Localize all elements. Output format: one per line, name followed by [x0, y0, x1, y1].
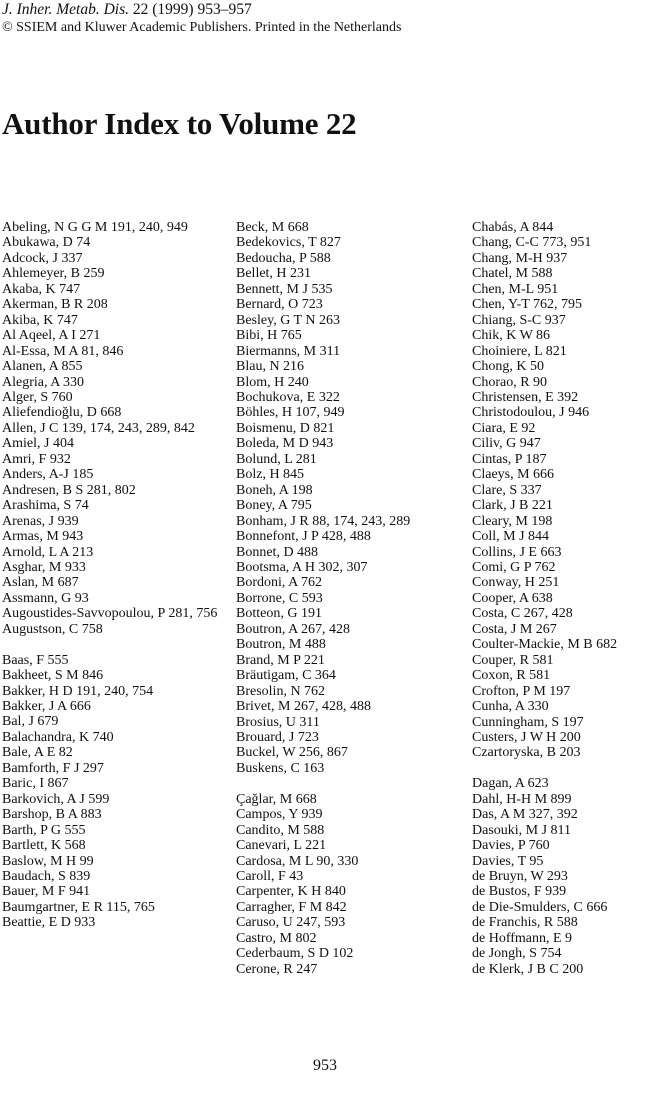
index-entry: Ciliv, G 947	[472, 436, 541, 452]
index-entry: Allen, J C 139, 174, 243, 289, 842	[2, 420, 195, 436]
index-entry: Czartoryska, B 203	[472, 745, 581, 761]
index-entry: Claeys, M 666	[472, 467, 555, 483]
index-entry: Chen, M-L 951	[472, 281, 559, 297]
index-entry: Baric, I 867	[2, 776, 69, 792]
index-entry: Chong, K 50	[472, 359, 544, 375]
index-entry: Bellet, H 231	[236, 266, 312, 282]
index-entry: Botteon, G 191	[236, 606, 322, 622]
index-entry: Bonham, J R 88, 174, 243, 289	[236, 513, 411, 529]
index-entry: Boney, A 795	[236, 498, 312, 514]
index-entry: Buckel, W 256, 867	[236, 745, 348, 761]
index-entry: Alegria, A 330	[2, 374, 85, 390]
index-entry: Bale, A E 82	[2, 745, 73, 761]
index-entry: de Bustos, F 939	[472, 884, 567, 900]
index-entry: Asghar, M 933	[2, 559, 86, 575]
index-entry: Candito, M 588	[236, 822, 325, 838]
index-entry: Dagan, A 623	[472, 776, 549, 792]
index-entry: Chik, K W 86	[472, 328, 551, 344]
index-entry: Baumgartner, E R 115, 765	[2, 899, 155, 915]
index-entry: Bamforth, F J 297	[2, 760, 104, 776]
page-number: 953	[313, 1057, 337, 1074]
index-entry: Brosius, U 311	[236, 714, 320, 730]
index-entry: Caroll, F 43	[236, 869, 304, 885]
index-entry: Amiel, J 404	[2, 436, 74, 452]
index-entry: Costa, C 267, 428	[472, 606, 573, 622]
index-entry: Choiniere, L 821	[472, 343, 567, 359]
index-entry: Barth, P G 555	[2, 822, 86, 838]
index-entry: Crofton, P M 197	[472, 683, 571, 699]
index-entry: Amri, F 932	[2, 451, 71, 467]
index-entry: Boutron, M 488	[236, 637, 326, 653]
index-entry: Bernard, O 723	[236, 297, 323, 313]
index-entry: Costa, J M 267	[472, 621, 557, 637]
index-entry: Conway, H 251	[472, 575, 560, 591]
index-entry: Bräutigam, C 364	[236, 668, 336, 684]
index-entry: Akerman, B R 208	[2, 297, 108, 313]
index-entry: Carragher, F M 842	[236, 899, 347, 915]
index-entry: Cooper, A 638	[472, 590, 553, 606]
index-entry: Caruso, U 247, 593	[236, 915, 346, 931]
index-entry: Blau, N 216	[236, 359, 305, 375]
index-entry: Anders, A-J 185	[2, 467, 94, 483]
index-entry: Brivet, M 267, 428, 488	[236, 699, 371, 715]
index-entry: Dasouki, M J 811	[472, 822, 572, 838]
index-entry: Canevari, L 221	[236, 838, 327, 854]
index-entry: Christensen, E 392	[472, 389, 579, 405]
journal-citation	[2, 0, 252, 19]
index-entry: Christodoulou, J 946	[472, 405, 590, 421]
index-entry: Bartlett, K 568	[2, 838, 86, 854]
index-entry: Andresen, B S 281, 802	[2, 482, 136, 498]
index-entry: Beck, M 668	[236, 220, 309, 235]
index-entry: Coulter-Mackie, M B 682	[472, 637, 618, 653]
index-entry: Coxon, R 581	[472, 668, 551, 684]
index-entry: de Jongh, S 754	[472, 946, 562, 962]
index-entry: Beattie, E D 933	[2, 915, 96, 931]
index-entry: Çağlar, M 668	[236, 791, 317, 807]
index-entry: Assmann, G 93	[2, 590, 89, 606]
index-entry: Boneh, A 198	[236, 482, 313, 498]
index-entry: Cunha, A 330	[472, 699, 549, 715]
journal-title: J. Inher. Metab. Dis.	[2, 1, 129, 18]
index-entry: Abeling, N G G M 191, 240, 949	[2, 220, 188, 235]
index-entry: Armas, M 943	[2, 529, 84, 545]
index-entry: Buskens, C 163	[236, 760, 325, 776]
index-entry: Comi, G P 762	[472, 559, 556, 575]
index-entry: Aslan, M 687	[2, 575, 79, 591]
index-entry: Boismenu, D 821	[236, 420, 335, 436]
index-entry: Chatel, M 588	[472, 266, 553, 282]
index-entry: de Die-Smulders, C 666	[472, 899, 608, 915]
index-entry: Blom, H 240	[236, 374, 309, 390]
index-entry: Carpenter, K H 840	[236, 884, 346, 900]
index-entry: Dahl, H-H M 899	[472, 791, 572, 807]
index-entry: Bootsma, A H 302, 307	[236, 559, 368, 575]
index-entry: Brand, M P 221	[236, 652, 325, 668]
index-entry: Baslow, M H 99	[2, 853, 94, 869]
index-entry: Balachandra, K 740	[2, 729, 114, 745]
index-entry: Coll, M J 844	[472, 529, 550, 545]
index-entry: Cerone, R 247	[236, 961, 318, 977]
index-entry: Couper, R 581	[472, 652, 554, 668]
index-entry: Davies, T 95	[472, 853, 544, 869]
index-entry: Brouard, J 723	[236, 729, 319, 745]
index-entry: Das, A M 327, 392	[472, 807, 578, 823]
index-entry: Chen, Y-T 762, 795	[472, 297, 583, 313]
index-entry: Cintas, P 187	[472, 451, 547, 467]
index-entry: Baas, F 555	[2, 652, 69, 668]
index-entry: Bolz, H 845	[236, 467, 305, 483]
index-entry: Bonnefont, J P 428, 488	[236, 529, 371, 545]
index-entry: Bauer, M F 941	[2, 884, 91, 900]
index-entry: de Franchis, R 588	[472, 915, 578, 931]
index-entry: Clare, S 337	[472, 482, 542, 498]
index-entry: Bonnet, D 488	[236, 544, 319, 560]
index-entry: Castro, M 802	[236, 930, 317, 946]
index-entry: Arenas, J 939	[2, 513, 79, 529]
index-entry: de Hoffmann, E 9	[472, 930, 573, 946]
index-entry: Clark, J B 221	[472, 498, 553, 514]
index-entry: de Klerk, J B C 200	[472, 961, 584, 977]
index-entry: Bakker, H D 191, 240, 754	[2, 683, 154, 699]
index-entry: Al-Essa, M A 81, 846	[2, 343, 124, 359]
index-entry: Al Aqeel, A I 271	[2, 328, 101, 344]
index-entry: Bordoni, A 762	[236, 575, 322, 591]
index-entry: Arnold, L A 213	[2, 544, 94, 560]
index-entry: Chabás, A 844	[472, 220, 554, 235]
index-entry: Bedoucha, P 588	[236, 250, 331, 266]
index-entry: Chang, C-C 773, 951	[472, 235, 592, 251]
index-entry: Bennett, M J 535	[236, 281, 333, 297]
index-entry: Cardosa, M L 90, 330	[236, 853, 359, 869]
index-entry: Bakker, J A 666	[2, 699, 91, 715]
index-entry: Baudach, S 839	[2, 869, 91, 885]
publisher-line: © SSIEM and Kluwer Academic Publishers. Printed in the Netherlands	[2, 20, 402, 35]
index-column-1	[2, 220, 230, 931]
index-entry: Arashima, S 74	[2, 498, 89, 514]
index-entry: Chorao, R 90	[472, 374, 548, 390]
index-entry: Cederbaum, S D 102	[236, 946, 354, 962]
index-entry: Akiba, K 747	[2, 312, 78, 328]
page-title: Author Index to Volume 22	[2, 106, 357, 141]
index-entry: Bibi, H 765	[236, 328, 302, 344]
index-column-2	[236, 220, 468, 977]
index-entry: Chiang, S-C 937	[472, 312, 566, 328]
index-entry: Ahlemeyer, B 259	[2, 266, 105, 282]
index-entry: Biermanns, M 311	[236, 343, 341, 359]
index-entry: Custers, J W H 200	[472, 729, 581, 745]
index-entry: de Bruyn, W 293	[472, 869, 568, 885]
index-entry: Akaba, K 747	[2, 281, 81, 297]
index-entry: Augustson, C 758	[2, 621, 103, 637]
index-column-3	[472, 220, 650, 977]
index-entry: Aliefendioğlu, D 668	[2, 405, 122, 421]
index-entry: Bolund, L 281	[236, 451, 317, 467]
index-entry: Abukawa, D 74	[2, 235, 91, 251]
index-entry: Cunningham, S 197	[472, 714, 584, 730]
index-entry: Böhles, H 107, 949	[236, 405, 345, 421]
index-entry: Bedekovics, T 827	[236, 235, 341, 251]
index-entry: Alanen, A 855	[2, 359, 83, 375]
index-entry: Borrone, C 593	[236, 590, 323, 606]
index-entry: Adcock, J 337	[2, 250, 83, 266]
index-entry: Barkovich, A J 599	[2, 791, 110, 807]
index-entry: Boleda, M D 943	[236, 436, 334, 452]
index-entry: Bakheet, S M 846	[2, 668, 104, 684]
index-entry: Boutron, A 267, 428	[236, 621, 350, 637]
index-entry: Ciara, E 92	[472, 420, 536, 436]
index-entry: Alger, S 760	[2, 389, 73, 405]
index-entry: Cleary, M 198	[472, 513, 553, 529]
index-entry: Campos, Y 939	[236, 807, 323, 823]
index-entry: Barshop, B A 883	[2, 807, 102, 823]
index-entry: Bresolin, N 762	[236, 683, 326, 699]
index-entry: Davies, P 760	[472, 838, 550, 854]
index-entry: Bal, J 679	[2, 714, 59, 730]
index-entry: Chang, M-H 937	[472, 250, 568, 266]
index-entry: Augoustides-Savvopoulou, P 281, 756	[2, 606, 218, 622]
journal-volume-year-pages: 22 (1999) 953–957	[132, 1, 252, 18]
index-entry: Bochukova, E 322	[236, 389, 340, 405]
index-entry: Collins, J E 663	[472, 544, 562, 560]
index-entry: Besley, G T N 263	[236, 312, 340, 328]
